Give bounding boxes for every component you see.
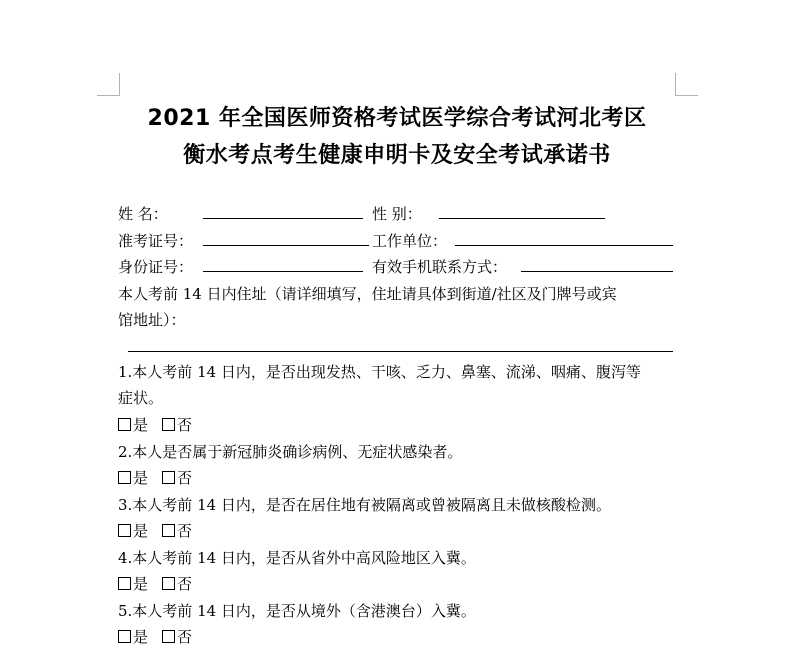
question-2-options <box>118 467 192 488</box>
checkbox-icon[interactable] <box>118 577 131 590</box>
exam-id-field[interactable] <box>203 245 369 246</box>
question-2-text: 2.本人是否属于新冠肺炎确诊病例、无症状感染者。 <box>118 443 463 461</box>
question-5-text: 5.本人考前 14 日内，是否从境外（含港澳台）入冀。 <box>118 602 476 620</box>
question-4-no[interactable] <box>162 575 192 593</box>
question-1-no[interactable] <box>162 416 192 434</box>
yes-label: 是 <box>133 416 149 434</box>
checkbox-icon[interactable] <box>118 524 131 537</box>
address-instruction-line2: 馆地址）： <box>118 311 186 329</box>
checkbox-icon[interactable] <box>162 418 175 431</box>
address-field[interactable] <box>128 351 673 352</box>
name-label: 姓 名： <box>118 205 168 223</box>
gender-label: 性 别： <box>372 205 422 223</box>
checkbox-icon[interactable] <box>118 418 131 431</box>
name-field[interactable] <box>203 218 363 219</box>
question-2-no[interactable] <box>162 469 192 487</box>
checkbox-icon[interactable] <box>118 630 131 643</box>
question-5-no[interactable] <box>162 628 192 646</box>
employer-field[interactable] <box>455 245 673 246</box>
gender-field[interactable] <box>439 218 605 219</box>
question-3-text: 3.本人考前 14 日内，是否在居住地有被隔离或曾被隔离且未做核酸检测。 <box>118 496 611 514</box>
id-card-label: 身份证号： <box>118 258 194 276</box>
no-label: 否 <box>177 522 193 540</box>
question-2-yes[interactable] <box>118 469 148 487</box>
yes-label: 是 <box>133 575 149 593</box>
question-5-options <box>118 626 192 647</box>
no-label: 否 <box>177 416 193 434</box>
yes-label: 是 <box>133 628 149 646</box>
margin-corner-mark <box>675 73 698 96</box>
employer-label: 工作单位： <box>372 232 448 250</box>
question-3-yes[interactable] <box>118 522 148 540</box>
exam-id-label: 准考证号： <box>118 232 194 250</box>
address-instruction-line1: 本人考前 14 日内住址（请详细填写，住址请具体到街道/社区及门牌号或宾 <box>118 285 617 303</box>
no-label: 否 <box>177 469 193 487</box>
no-label: 否 <box>177 575 193 593</box>
question-1-text-cont: 症状。 <box>118 389 164 407</box>
checkbox-icon[interactable] <box>162 471 175 484</box>
question-1-text: 1.本人考前 14 日内，是否出现发热、干咳、乏力、鼻塞、流涕、咽痛、腹泻等 <box>118 363 641 381</box>
margin-corner-mark <box>97 73 120 96</box>
question-5-yes[interactable] <box>118 628 148 646</box>
yes-label: 是 <box>133 522 149 540</box>
question-4-text: 4.本人考前 14 日内，是否从省外中高风险地区入冀。 <box>118 549 476 567</box>
checkbox-icon[interactable] <box>162 524 175 537</box>
question-3-options <box>118 520 192 541</box>
phone-field[interactable] <box>521 271 673 272</box>
checkbox-icon[interactable] <box>162 630 175 643</box>
document-title-line1: 2021 年全国医师资格考试医学综合考试河北考区 <box>147 106 647 131</box>
question-3-no[interactable] <box>162 522 192 540</box>
no-label: 否 <box>177 628 193 646</box>
yes-label: 是 <box>133 469 149 487</box>
checkbox-icon[interactable] <box>162 577 175 590</box>
phone-label: 有效手机联系方式： <box>372 258 508 276</box>
id-card-field[interactable] <box>203 271 363 272</box>
checkbox-icon[interactable] <box>118 471 131 484</box>
document-title-line2: 衡水考点考生健康申明卡及安全考试承诺书 <box>183 143 611 168</box>
question-1-yes[interactable] <box>118 416 148 434</box>
question-1-options <box>118 414 192 435</box>
question-4-options <box>118 573 192 594</box>
question-4-yes[interactable] <box>118 575 148 593</box>
